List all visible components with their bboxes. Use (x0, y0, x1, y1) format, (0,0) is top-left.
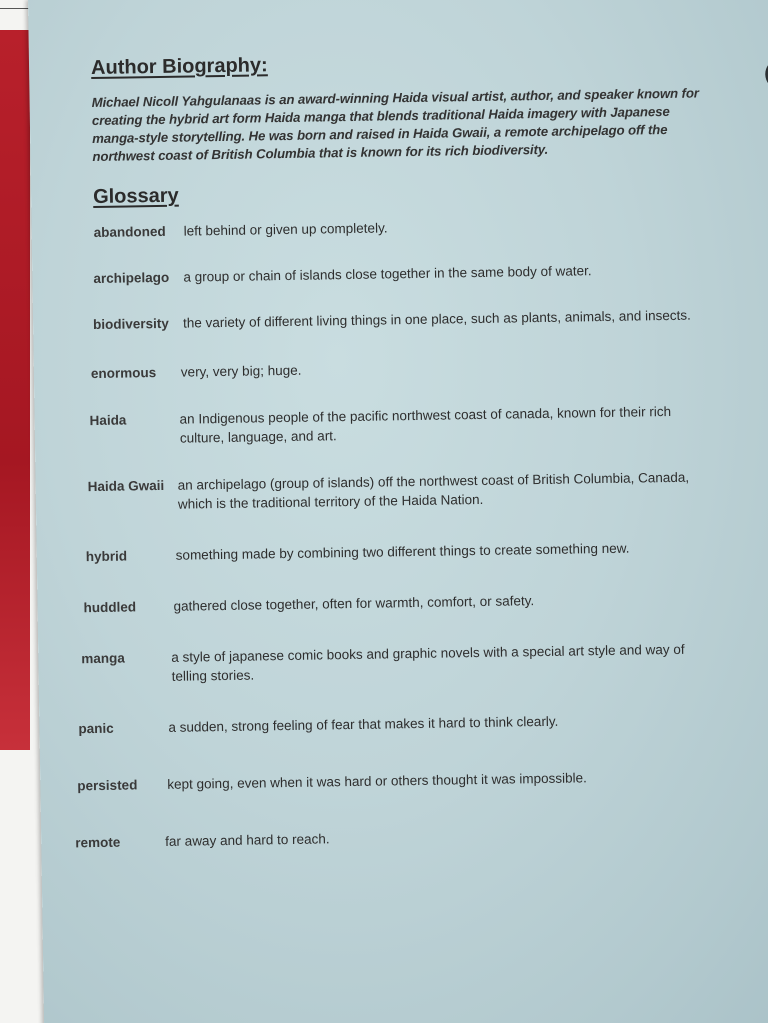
glossary-term: panic (78, 720, 114, 737)
glossary-entry (93, 259, 704, 288)
glossary-term: persisted (77, 777, 138, 794)
worksheet-page (28, 0, 768, 1023)
glossary-definition: an Indigenous people of the pacific northwest coast of canada, known for their rich culture, language, and art. (179, 403, 672, 446)
page-content (75, 47, 713, 851)
glossary-term: enormous (90, 365, 157, 382)
glossary-definition: gathered close together, often for warmth, comfort, or safety. (173, 593, 535, 614)
glossary-term: Haida Gwaii (87, 477, 165, 495)
glossary-definition: far away and hard to reach. (165, 831, 330, 849)
glossary-entry (78, 709, 711, 738)
glossary-term: abandoned (93, 223, 166, 240)
glossary-definition: the variety of different living things in one place, such as plants, animals, and insects. (182, 307, 691, 331)
glossary-entry (83, 588, 709, 617)
glossary-entry (86, 537, 709, 566)
glossary-definition: a style of japanese comic books and graphic novels with a special art style and way of telling stories. (171, 641, 685, 684)
glossary-entry (89, 401, 707, 449)
glossary-entry (81, 639, 711, 687)
glossary-term: hybrid (85, 548, 128, 565)
glossary-entry (91, 354, 706, 383)
glossary-definition: left behind or given up completely. (183, 220, 388, 239)
glossary-entry (88, 467, 709, 515)
glossary-entry (94, 213, 704, 242)
glossary-definition: kept going, even when it was hard or others thought it was impossible. (167, 770, 587, 792)
glossary-term: Haida (89, 412, 127, 429)
glossary-definition: an archipelago (group of islands) off the northwest coast of British Columbia, Canada, which is the traditional territory of the Haida Nation. (177, 469, 690, 512)
glossary-list (75, 213, 714, 852)
glossary-definition: a group or chain of islands close together in the same body of water. (183, 263, 592, 285)
glossary-entry (77, 766, 712, 795)
glossary-definition: very, very big; huge. (180, 362, 302, 380)
glossary-heading: Glossary (92, 184, 179, 209)
glossary-entry (93, 305, 705, 334)
glossary-definition: a sudden, strong feeling of fear that makes it hard to think clearly. (168, 713, 559, 735)
glossary-term: archipelago (93, 269, 170, 287)
biography-heading: Author Biography: (90, 54, 268, 80)
biography-text: Michael Nicoll Yahgulanaas is an award-winning Haida visual artist, author, and speaker known for creating the hybrid art form Haida manga that blends traditional Haida imagery with Japanese manga-style storytelling. He was born and raised in Haida Gwaii, a remote archipelago off the northwest coast of British Columbia that is known for its rich biodiversity. (91, 85, 700, 165)
glossary-term: huddled (83, 599, 137, 616)
glossary-term: remote (75, 834, 121, 851)
glossary-definition: something made by combining two different things to create something new. (175, 540, 630, 563)
red-folder-edge (0, 30, 30, 750)
glossary-term: biodiversity (92, 315, 169, 333)
glossary-term: manga (81, 650, 125, 667)
glossary-entry (75, 823, 713, 852)
